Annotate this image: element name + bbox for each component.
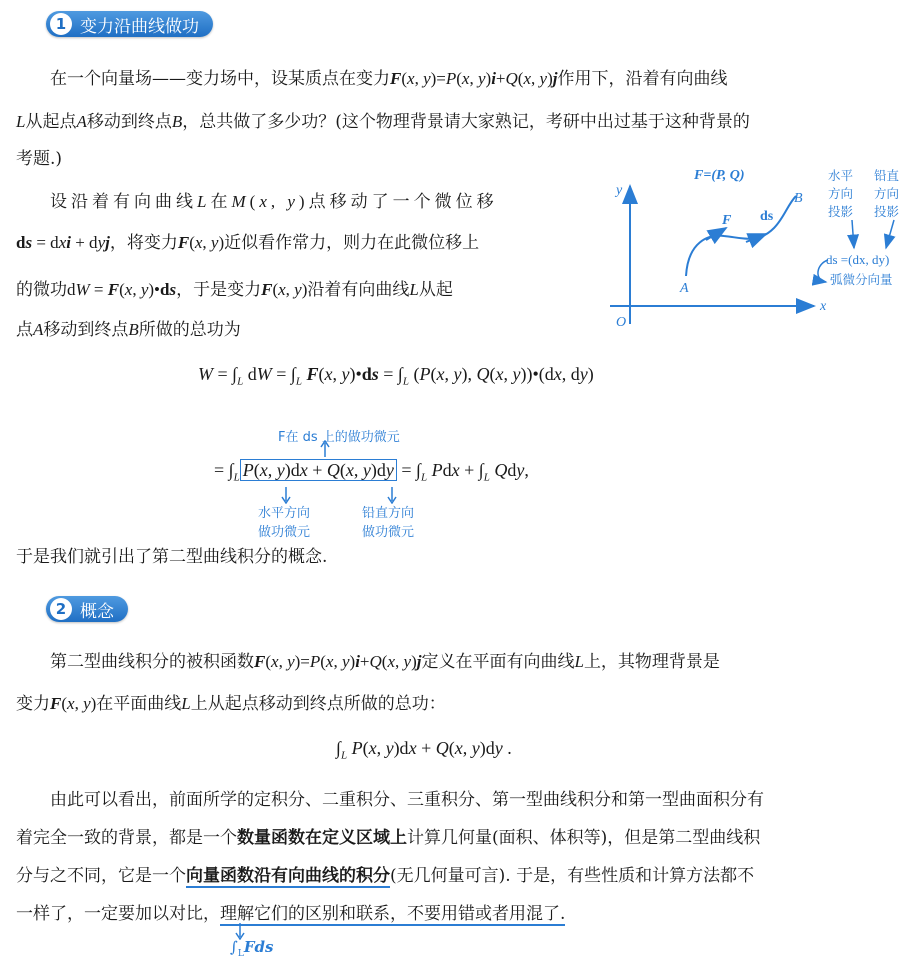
work-paragraph-line-3: 的微功dW = F(x, y)•ds，于是变力F(x, y)沿着有向曲线L从起: [16, 280, 453, 300]
right-annotation-arrow: [386, 486, 398, 504]
vector-field-figure: [596, 158, 922, 344]
label-F: F: [722, 213, 732, 228]
svg-text:投影: 投影: [874, 204, 900, 219]
work-paragraph-line-2: ds = dxi + dyj，将变力F(x, y)近似看作常力，则力在此微位移上: [16, 233, 480, 253]
section-2-pill: [46, 596, 128, 622]
work-paragraph-line-1: 设沿着有向曲线L在M(x, y)点移动了一个微位移: [50, 192, 498, 212]
svg-text:投影: 投影: [828, 204, 854, 219]
label-A: A: [680, 281, 689, 296]
horizontal-note-arrow: [852, 220, 854, 248]
label-ds: ds: [760, 209, 774, 224]
comparison-paragraph-line-2: 着完全一致的背景，都是一个数量函数在定义区域上计算几何量(面积、体积等)，但是第二型曲线积: [16, 828, 761, 848]
line-integral-equation: $\int_L$ P(x, y)dx + Q(x, y)dy .: [336, 738, 512, 762]
svg-text:方向: 方向: [874, 186, 900, 201]
total-work-equation: $W = \int_L$ dW = $\int_L$ F(x, y)•ds = $\int_L$ (P(x, y), Q(x, y))•(dx, dy): [198, 364, 594, 388]
label-B: B: [794, 191, 803, 206]
concept-lead-in: 于是我们就引出了第二型曲线积分的概念.: [16, 547, 328, 567]
intro-paragraph-line-2: L从起点A移动到终点B，总共做了多少功？(这个物理背景请大家熟记，考研中出过基于这种背景的: [16, 112, 750, 132]
origin-label: O: [616, 315, 627, 330]
section-1-title: 变力沿曲线做功: [80, 16, 199, 37]
intro-paragraph-line-1: 在一个向量场——变力场中，设某质点在变力F(x, y)=P(x, y)i+Q(x, y)j作用下，沿着有向曲线: [50, 69, 728, 89]
section-2-number: 2: [50, 598, 72, 620]
horizontal-projection-note: [828, 168, 854, 219]
work-paragraph-line-4: 点A移动到终点B所做的总功为: [16, 320, 241, 340]
section-1-pill: [46, 11, 213, 37]
svg-text:水平: 水平: [828, 168, 854, 183]
annotation-horizontal-work: 水平方向 做功微元: [258, 506, 311, 540]
ds-components: ds =(dx, dy): [826, 252, 890, 267]
vertical-note-arrow: [886, 220, 894, 248]
annotation-work-element: F在 ds 上的做功微元: [278, 430, 400, 445]
comparison-paragraph-line-1: 由此可以看出，前面所学的定积分、二重积分、三重积分、第一型曲线积分和第一型曲面积分有: [50, 790, 764, 810]
left-annotation-arrow: [280, 486, 292, 504]
concept-paragraph-line-1: 第二型曲线积分的被积函数F(x, y)=P(x, y)i+Q(x, y)j定义在平面有向曲线L上，其物理背景是: [50, 652, 720, 672]
figure-title: F=(P, Q): [694, 168, 745, 183]
y-axis-label: y: [616, 183, 623, 198]
x-axis-label: x: [820, 299, 827, 314]
arc-vector-note: 弧微分向量: [830, 272, 893, 287]
comparison-paragraph-line-4: 一样了，一定要加以对比，理解它们的区别和联系，不要用错或者用混了.: [16, 904, 566, 924]
annotation-up-arrow: [320, 440, 330, 458]
svg-text:方向: 方向: [828, 186, 854, 201]
boxed-integrand: P(x, y)dx + Q(x, y)dy: [240, 459, 397, 481]
svg-text:铅直: 铅直: [874, 168, 900, 183]
intro-paragraph-line-3: 考题.): [16, 149, 63, 169]
bottom-annotation-integral: $\int_LFds$: [230, 938, 274, 959]
vertical-projection-note: [874, 168, 900, 219]
comparison-paragraph-line-3: 分与之不同，它是一个向量函数沿有向曲线的积分(无几何量可言). 于是，有些性质和计算方法都不: [16, 866, 755, 886]
section-1-header: [46, 9, 213, 39]
force-vector: [706, 228, 726, 240]
curve-L: [686, 196, 796, 276]
work-decomposition-equation: = $\int_L$ P(x, y)dx + Q(x, $y)dy = \int_L$ Pdx + $\int_L$ Qdy,: [214, 460, 529, 484]
section-2-header: [46, 594, 128, 624]
annotation-vertical-work: 铅直方向 做功微元: [362, 506, 415, 540]
concept-paragraph-line-2: 变力F(x, y)在平面曲线L上从起点移动到终点所做的总功：: [16, 694, 446, 714]
section-1-number: 1: [50, 13, 72, 35]
section-2-title: 概念: [80, 601, 114, 622]
